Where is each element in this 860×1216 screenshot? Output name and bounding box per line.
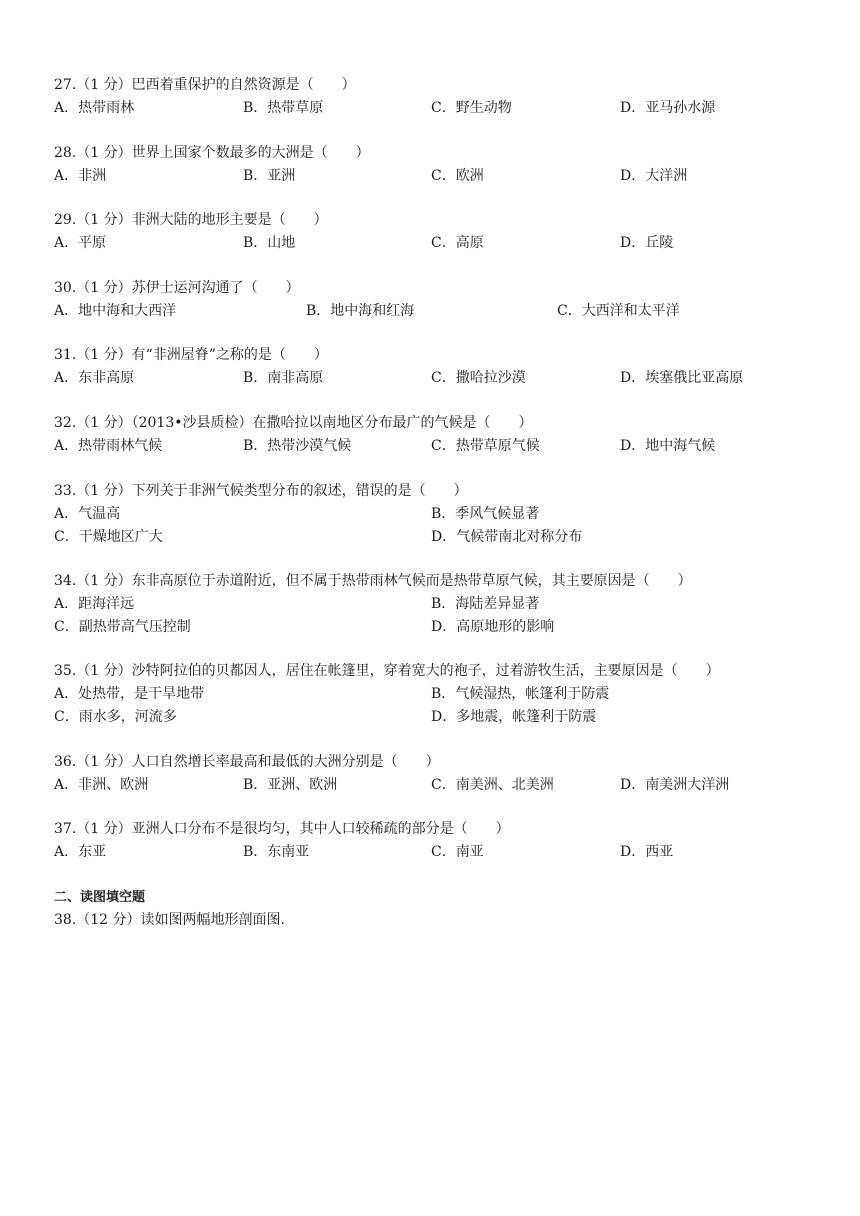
- question-38-stem: 38.（12 分）读如图两幅地形剖面图.: [54, 912, 285, 928]
- question-31-option-a: A．东非高原: [54, 370, 135, 386]
- question-28-option-d: D．大洋洲: [620, 168, 688, 184]
- question-34-stem: 34.（1 分）东非高原位于赤道附近，但不属于热带雨林气候而是热带草原气候，其主要原因是（ ）: [54, 573, 692, 589]
- question-37-option-d: D．西亚: [620, 844, 674, 860]
- question-30-option-b: B．地中海和红海: [306, 303, 415, 319]
- question-32-option-c: C．热带草原气候: [431, 438, 540, 454]
- question-37-option-c: C．南亚: [431, 844, 484, 860]
- question-37-stem: 37.（1 分）亚洲人口分布不是很均匀，其中人口较稀疏的部分是（ ）: [54, 821, 510, 837]
- question-35-option-d: D．多地震，帐篷利于防震: [431, 709, 597, 725]
- question-27-option-c: C．野生动物: [431, 100, 512, 116]
- section-heading: 二、读图填空题: [54, 890, 146, 905]
- question-36-stem: 36.（1 分）人口自然增长率最高和最低的大洲分别是（ ）: [54, 754, 440, 770]
- question-35-option-b: B．气候湿热，帐篷利于防震: [431, 686, 610, 702]
- question-28-stem: 28.（1 分）世界上国家个数最多的大洲是（ ）: [54, 145, 370, 161]
- question-33-stem: 33.（1 分）下列关于非洲气候类型分布的叙述，错误的是（ ）: [54, 483, 468, 499]
- question-34-option-b: B．海陆差异显著: [431, 596, 540, 612]
- question-33-option-d: D．气候带南北对称分布: [431, 529, 583, 545]
- question-29-option-b: B．山地: [243, 235, 296, 251]
- question-29-stem: 29.（1 分）非洲大陆的地形主要是（ ）: [54, 212, 328, 228]
- question-27-stem: 27.（1 分）巴西着重保护的自然资源是（ ）: [54, 77, 356, 93]
- question-28-option-b: B．亚洲: [243, 168, 296, 184]
- question-33-option-c: C．干燥地区广大: [54, 529, 163, 545]
- question-34-option-a: A．距海洋远: [54, 596, 135, 612]
- question-36-option-a: A．非洲、欧洲: [54, 777, 149, 793]
- question-36-option-b: B．亚洲、欧洲: [243, 777, 338, 793]
- question-28-option-a: A．非洲: [54, 168, 107, 184]
- question-34-option-c: C．副热带高气压控制: [54, 619, 191, 635]
- question-29-option-c: C．高原: [431, 235, 484, 251]
- question-34-option-d: D．高原地形的影响: [431, 619, 555, 635]
- question-33-option-b: B．季风气候显著: [431, 506, 540, 522]
- question-31-option-b: B．南非高原: [243, 370, 324, 386]
- question-35-option-c: C．雨水多，河流多: [54, 709, 177, 725]
- question-36-option-c: C．南美洲、北美洲: [431, 777, 554, 793]
- question-29-option-a: A．平原: [54, 235, 107, 251]
- question-37-option-a: A．东亚: [54, 844, 107, 860]
- question-33-option-a: A．气温高: [54, 506, 121, 522]
- question-29-option-d: D．丘陵: [620, 235, 674, 251]
- question-27-option-d: D．亚马孙水源: [620, 100, 716, 116]
- question-28-option-c: C．欧洲: [431, 168, 484, 184]
- question-31-option-d: D．埃塞俄比亚高原: [620, 370, 744, 386]
- question-27-option-b: B．热带草原: [243, 100, 324, 116]
- question-32-stem: 32.（1 分）（2013•沙县质检）在撒哈拉以南地区分布最广的气候是（ ）: [54, 415, 533, 431]
- question-27-option-a: A．热带雨林: [54, 100, 135, 116]
- question-31-option-c: C．撒哈拉沙漠: [431, 370, 526, 386]
- question-36-option-d: D．南美洲大洋洲: [620, 777, 730, 793]
- question-35-option-a: A．处热带，是干旱地带: [54, 686, 205, 702]
- question-30-option-a: A．地中海和大西洋: [54, 303, 177, 319]
- question-31-stem: 31.（1 分）有“非洲屋脊”之称的是（ ）: [54, 347, 328, 363]
- question-30-stem: 30.（1 分）苏伊士运河沟通了（ ）: [54, 280, 300, 296]
- question-30-option-c: C．大西洋和太平洋: [557, 303, 680, 319]
- question-35-stem: 35.（1 分）沙特阿拉伯的贝都因人，居住在帐篷里，穿着宽大的袍子，过着游牧生活，主要原因是（ ）: [54, 663, 720, 679]
- question-32-option-a: A．热带雨林气候: [54, 438, 163, 454]
- question-32-option-d: D．地中海气候: [620, 438, 716, 454]
- question-32-option-b: B．热带沙漠气候: [243, 438, 352, 454]
- question-37-option-b: B．东南亚: [243, 844, 310, 860]
